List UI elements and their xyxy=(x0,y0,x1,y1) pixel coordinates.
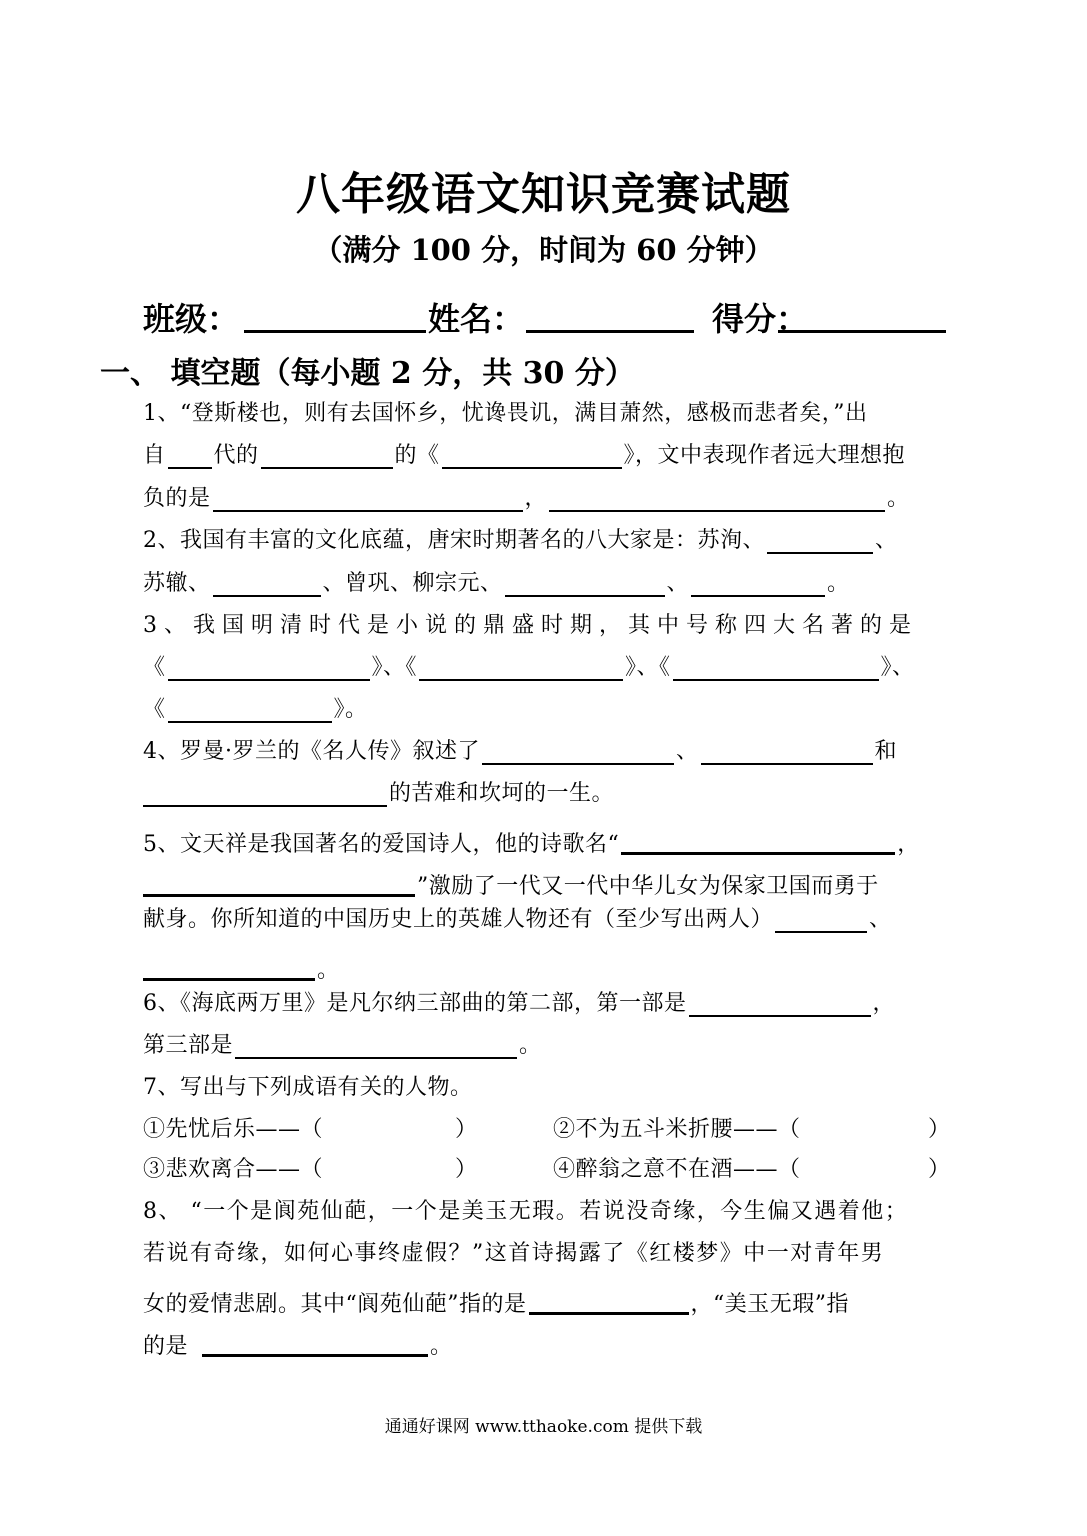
q6-text: ， xyxy=(872,991,896,1016)
q6-text: 第三部是 xyxy=(143,1033,234,1058)
q6-blank-1[interactable] xyxy=(689,989,871,1017)
page-title: 八年级语文知识竞赛试题 xyxy=(296,169,791,220)
q1-text: 》，文中表现作者远大理想抱 xyxy=(623,443,906,468)
q6-text: 6、《海底两万里》是凡尔纳三部曲的第二部，第一部是 xyxy=(143,991,687,1016)
q3-line3 xyxy=(143,692,368,723)
q1-line1: 1、“登斯楼也，则有去国怀乡，忧谗畏讥，满目萧然，感极而悲者矣，”出 xyxy=(143,401,868,426)
q3-blank-2[interactable] xyxy=(419,653,623,681)
q4-blank-2[interactable] xyxy=(701,737,873,765)
q3-line2 xyxy=(143,650,915,681)
q2-blank-3[interactable] xyxy=(505,569,665,597)
q4-text: 和 xyxy=(874,739,898,764)
q5-line3 xyxy=(143,902,892,933)
q1-text: 代的 xyxy=(213,443,259,468)
q2-line2 xyxy=(143,566,850,597)
q5-text: 、 xyxy=(869,907,892,932)
name-blank[interactable] xyxy=(526,298,694,333)
q4-line2 xyxy=(143,776,614,807)
q5-line4 xyxy=(143,944,340,984)
q8-text: 。 xyxy=(430,1334,453,1359)
class-blank[interactable] xyxy=(244,298,426,333)
q8-blank-2[interactable] xyxy=(202,1320,428,1357)
q8-blank-1[interactable] xyxy=(529,1278,689,1315)
q1-ideal-blank-2[interactable] xyxy=(549,484,885,512)
q1-text: 。 xyxy=(887,486,910,511)
q8-line3 xyxy=(143,1278,849,1318)
q6-line1 xyxy=(143,986,895,1017)
q7-item-a: ①先忧后乐——（ xyxy=(143,1117,324,1142)
q8-text: ，“美玉无瑕”指 xyxy=(690,1292,849,1317)
q1-work-blank[interactable] xyxy=(442,441,622,469)
q3-text: 《 xyxy=(143,697,166,722)
q1-text: 的《 xyxy=(394,443,440,468)
q4-text: 、 xyxy=(676,739,699,764)
q3-blank-3[interactable] xyxy=(673,653,879,681)
q5-text: ”激励了一代又一代中华儿女为保家卫国而勇于 xyxy=(417,874,879,899)
q4-text: 4、罗曼·罗兰的《名人传》叙述了 xyxy=(143,739,480,764)
footer-source: 通通好课网 www.tthaoke.com 提供下载 xyxy=(384,1417,703,1437)
score-label: 得分： xyxy=(712,300,809,338)
q8-text: 的是 xyxy=(143,1334,189,1359)
q5-text: 献身。你所知道的中国历史上的英雄人物还有（至少写出两人） xyxy=(143,907,774,932)
q6-blank-2[interactable] xyxy=(235,1031,517,1059)
q4-blank-1[interactable] xyxy=(482,737,674,765)
q7-close-b: ） xyxy=(928,1117,951,1142)
q6-text: 。 xyxy=(519,1033,542,1058)
q8-line4 xyxy=(143,1320,453,1360)
q7-close-d: ） xyxy=(928,1157,951,1182)
q2-line1 xyxy=(143,523,898,554)
q1-line3 xyxy=(143,481,910,512)
q1-text: 负的是 xyxy=(143,486,211,511)
q5-blank-3[interactable] xyxy=(775,905,867,933)
q5-blank-2[interactable] xyxy=(143,860,415,897)
section-heading: 一、 填空题（每小题 2 分，共 30 分） xyxy=(100,356,635,391)
q4-line1 xyxy=(143,734,897,765)
q2-text: 、 xyxy=(666,571,690,596)
q5-blank-1[interactable] xyxy=(621,818,895,855)
q7-item-d: ④醉翁之意不在酒——（ xyxy=(553,1157,801,1182)
q7-close-a: ） xyxy=(455,1117,478,1142)
q3-text: 《 xyxy=(143,655,166,680)
q3-line1: 3、我国明清时代是小说的鼎盛时期，其中号称四大名著的是 xyxy=(143,613,918,638)
q3-text: 》、 xyxy=(880,655,915,680)
q1-line2 xyxy=(143,438,905,469)
q5-blank-4[interactable] xyxy=(143,944,315,981)
q3-blank-4[interactable] xyxy=(168,695,332,723)
q5-line1 xyxy=(143,818,920,858)
q8-text: 女的爱情悲剧。其中“阆苑仙葩”指的是 xyxy=(143,1292,527,1317)
page-subtitle: （满分 100 分，时间为 60 分钟） xyxy=(313,233,774,267)
q3-text: 》。 xyxy=(333,697,368,722)
q3-text: 》、《 xyxy=(625,655,671,680)
q1-text: 自 xyxy=(143,443,166,468)
q2-text: 。 xyxy=(827,571,850,596)
q7-item-c: ③悲欢离合——（ xyxy=(143,1157,324,1182)
q2-blank-4[interactable] xyxy=(691,569,825,597)
score-blank[interactable] xyxy=(778,298,946,333)
q2-text: 苏辙、 xyxy=(143,571,211,596)
q4-text: 的苦难和坎坷的一生。 xyxy=(389,781,615,806)
q4-blank-3[interactable] xyxy=(143,779,387,807)
name-label: 姓名： xyxy=(428,300,525,338)
q1-text: ， xyxy=(524,486,548,511)
q3-blank-1[interactable] xyxy=(168,653,370,681)
q1-ideal-blank-1[interactable] xyxy=(213,484,523,512)
q7-item-b: ②不为五斗米折腰——（ xyxy=(553,1117,801,1142)
q2-blank-2[interactable] xyxy=(213,569,321,597)
q7-close-c: ） xyxy=(455,1157,478,1182)
q6-line2 xyxy=(143,1028,542,1059)
q2-blank-1[interactable] xyxy=(767,526,873,554)
q1-dynasty-blank[interactable] xyxy=(168,441,212,469)
q5-text: 。 xyxy=(317,958,340,983)
q2-text: 、 xyxy=(875,528,898,553)
q7-line1: 7、写出与下列成语有关的人物。 xyxy=(143,1075,473,1100)
q1-author-blank[interactable] xyxy=(261,441,393,469)
q5-text: 5、文天祥是我国著名的爱国诗人，他的诗歌名“ xyxy=(143,832,620,857)
q2-text: 2、我国有丰富的文化底蕴，唐宋时期著名的八大家是：苏洵、 xyxy=(143,528,765,553)
q3-text: 》、《 xyxy=(371,655,418,680)
q8-line1: 8、 “一个是阆苑仙葩，一个是美玉无瑕。若说没奇缘，今生偏又遇着他； xyxy=(143,1199,909,1224)
q2-text: 、曾巩、柳宗元、 xyxy=(322,571,503,596)
q5-line2 xyxy=(143,860,879,900)
q5-text: ， xyxy=(897,832,920,857)
q8-line2: 若说有奇缘，如何心事终虚假？”这首诗揭露了《红楼梦》中一对青年男 xyxy=(143,1241,885,1266)
class-label: 班级： xyxy=(143,300,240,338)
